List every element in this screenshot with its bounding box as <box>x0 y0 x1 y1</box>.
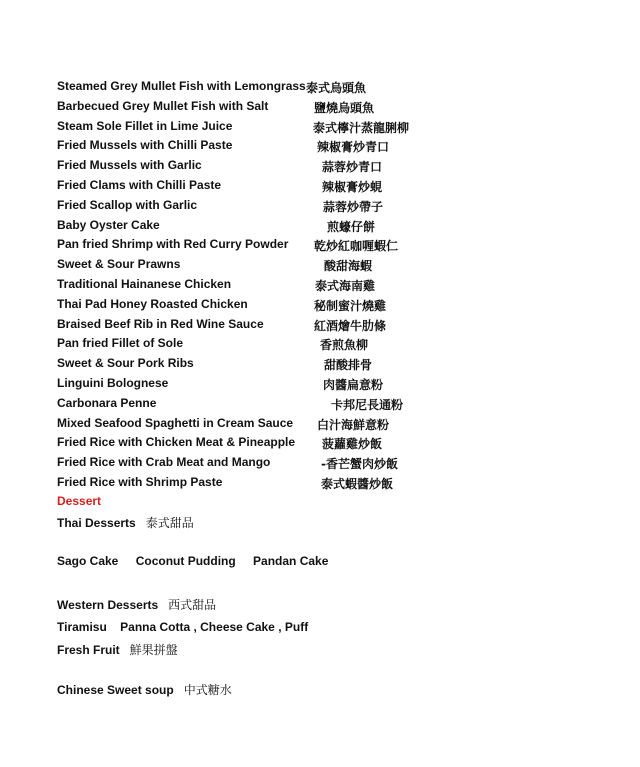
western-dessert-items: Tiramisu Panna Cotta , Cheese Cake , Puff <box>57 620 309 634</box>
menu-item-chinese: 香煎魚柳 <box>320 338 369 353</box>
menu-item-english: Sweet & Sour Prawns <box>57 257 181 272</box>
menu-item-chinese: 白汁海鮮意粉 <box>317 417 390 432</box>
menu-item-english: Fried Rice with Crab Meat and Mango <box>57 455 271 470</box>
menu-item-chinese: -香芒蟹肉炒飯 <box>321 457 398 472</box>
menu-item-english: Traditional Hainanese Chicken <box>57 277 232 291</box>
menu-item-chinese: 泰式烏頭魚 <box>306 81 367 95</box>
thai-desserts-en: Thai Desserts <box>57 516 136 530</box>
thai-desserts-zh: 泰式甜品 <box>145 516 194 530</box>
western-desserts-zh: 西式甜品 <box>168 598 217 612</box>
menu-item-chinese: 卡邦尼長通粉 <box>331 397 404 412</box>
menu-item-english: Steamed Grey Mullet Fish with Lemongrass <box>57 79 306 93</box>
menu-item-chinese: 泰式蝦醬炒飯 <box>321 477 394 491</box>
menu-item-chinese: 蒜蓉炒青口 <box>322 160 383 175</box>
menu-item-chinese: 煎蠔仔餅 <box>327 219 376 234</box>
western-desserts-heading <box>57 596 216 613</box>
menu-item-chinese: 肉醬扁意粉 <box>323 378 384 392</box>
thai-desserts-heading <box>57 514 194 531</box>
menu-item-english: Mixed Seafood Spaghetti in Cream Sauce <box>57 415 294 430</box>
menu-item-chinese: 泰式檸汁蒸龍脷柳 <box>313 120 410 135</box>
western-desserts-en: Western Desserts <box>57 598 159 612</box>
menu-item-chinese: 蒜蓉炒帶子 <box>323 199 384 214</box>
chinese-sweet-soup-en: Chinese Sweet soup <box>57 683 174 697</box>
menu-item-english: Baby Oyster Cake <box>57 217 160 232</box>
dessert-heading: Dessert <box>57 494 102 508</box>
menu-item-english: Barbecued Grey Mullet Fish with Salt <box>57 98 269 113</box>
thai-dessert-item: Coconut Pudding <box>135 554 236 568</box>
menu-item-english: Thai Pad Honey Roasted Chicken <box>57 296 248 311</box>
chinese-sweet-soup <box>57 681 232 698</box>
fresh-fruit-zh: 鮮果拼盤 <box>129 643 178 657</box>
thai-dessert-items <box>57 554 342 568</box>
menu-item-english: Sweet & Sour Pork Ribs <box>57 356 194 371</box>
menu-item-chinese: 紅酒燴牛肋條 <box>314 318 387 333</box>
menu-item-english: Braised Beef Rib in Red Wine Sauce <box>57 316 264 331</box>
menu-item-chinese: 乾炒紅咖喱蝦仁 <box>314 239 399 254</box>
menu-item-chinese: 秘制蜜汁燒雞 <box>314 298 387 313</box>
menu-item-chinese: 辣椒膏炒蜆 <box>322 180 383 194</box>
menu-item-chinese: 甜酸排骨 <box>324 358 373 373</box>
thai-dessert-item: Pandan Cake <box>253 554 329 568</box>
menu-item-english: Fried Rice with Chicken Meat & Pineapple <box>57 435 296 450</box>
thai-dessert-item: Sago Cake <box>57 554 119 568</box>
menu-item-english: Fried Scallop with Garlic <box>57 197 198 212</box>
fresh-fruit <box>57 641 178 658</box>
menu-item-english: Pan fried Shrimp with Red Curry Powder <box>57 237 289 252</box>
menu-item-english: Fried Clams with Chilli Paste <box>57 178 222 192</box>
menu-item-chinese: 鹽燒烏頭魚 <box>314 100 375 115</box>
menu-item-english: Fried Mussels with Garlic <box>57 158 202 173</box>
menu-item-chinese: 酸甜海蝦 <box>324 259 373 274</box>
menu-item-english: Steam Sole Fillet in Lime Juice <box>57 118 233 133</box>
menu-item-english: Carbonara Penne <box>57 395 157 410</box>
menu-item-chinese: 辣椒膏炒青口 <box>317 140 390 155</box>
fresh-fruit-en: Fresh Fruit <box>57 643 120 657</box>
menu-item-english: Fried Mussels with Chilli Paste <box>57 138 233 153</box>
menu-item-english: Linguini Bolognese <box>57 376 169 390</box>
menu-item-chinese: 泰式海南雞 <box>315 279 376 293</box>
menu-item-chinese: 菠蘿雞炒飯 <box>322 437 383 452</box>
chinese-sweet-soup-zh: 中式糖水 <box>183 683 232 697</box>
menu-item-english: Fried Rice with Shrimp Paste <box>57 475 223 489</box>
menu-item-english: Pan fried Fillet of Sole <box>57 336 184 351</box>
